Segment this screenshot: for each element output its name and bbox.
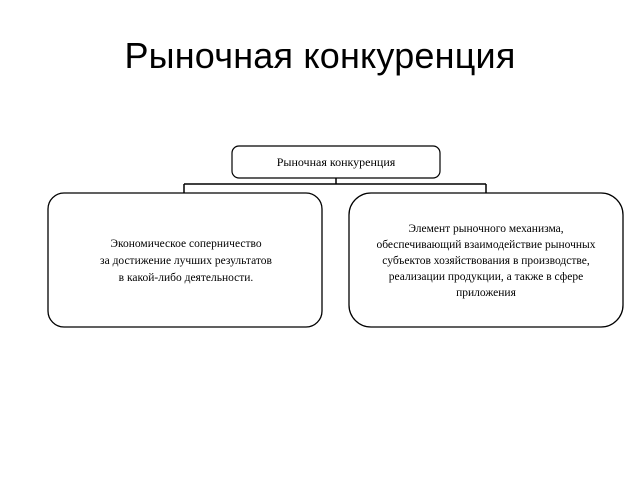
slide-title: Рыночная конкуренция <box>124 35 516 76</box>
root-box-label: Рыночная конкуренция <box>276 154 396 169</box>
left-box-line: за достижение лучших результатов <box>100 254 272 267</box>
right-box-line: приложения <box>456 287 516 299</box>
left-box-text <box>52 198 320 324</box>
right-box-line: реализации продукции, а также в сфере <box>388 271 584 283</box>
right-box-line: обеспечивающий взаимодействие рыночных <box>376 239 596 251</box>
right-box-text <box>352 198 620 324</box>
right-box-line: субъектов хозяйствования в производстве, <box>382 255 590 267</box>
left-box-line: в какой-либо деятельности. <box>118 271 254 284</box>
right-box-line: Элемент рыночного механизма, <box>408 223 564 235</box>
left-box-line: Экономическое соперничество <box>110 237 262 250</box>
